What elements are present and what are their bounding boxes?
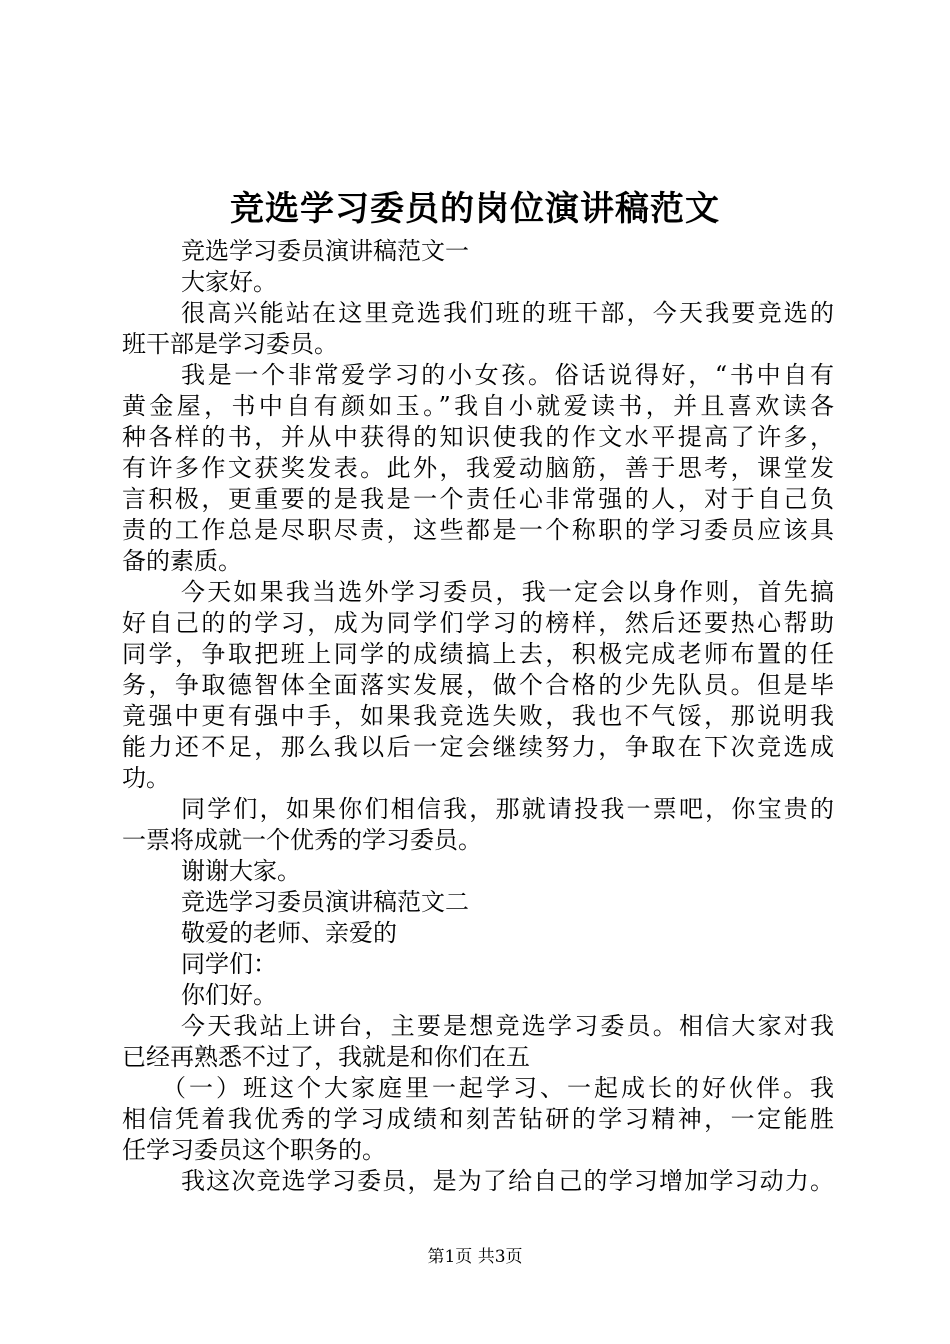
paragraph-line: 同学们：	[181, 950, 277, 978]
paragraph-line: （一）班这个大家庭里一起学习、一起成长的好伙伴。我	[162, 1074, 834, 1102]
document-body	[122, 236, 834, 1197]
paragraph-line: 有许多作文获奖发表。此外，我爱动脑筋，善于思考，课堂发	[122, 454, 834, 482]
paragraph-line: 同学，争取把班上同学的成绩搞上去，积极完成老师布置的任	[122, 640, 834, 668]
paragraph-line: 备的素质。	[122, 547, 242, 575]
paragraph-line: 同学们，如果你们相信我，那就请投我一票吧，你宝贵的	[181, 795, 834, 823]
paragraph-line: 黄金屋，书中自有颜如玉。”我自小就爱读书，并且喜欢读各	[122, 392, 834, 420]
paragraph-line: 敬爱的老师、亲爱的	[181, 919, 397, 947]
paragraph-line: 班干部是学习委员。	[122, 330, 338, 358]
page-number-footer: 第1页 共3页	[427, 1247, 523, 1267]
paragraph-line: 我这次竞选学习委员，是为了给自己的学习增加学习动力。	[181, 1167, 834, 1195]
paragraph-line: 已经再熟悉不过了，我就是和你们在五	[122, 1043, 530, 1071]
paragraph-line: 今天如果我当选外学习委员，我一定会以身作则，首先搞	[181, 578, 834, 606]
document-title: 竞选学习委员的岗位演讲稿范文	[230, 189, 720, 229]
paragraph-line: 谢谢大家。	[181, 857, 301, 885]
paragraph-line: 能力还不足，那么我以后一定会继续努力，争取在下次竞选成	[122, 733, 834, 761]
paragraph-line: 一票将成就一个优秀的学习委员。	[122, 826, 482, 854]
paragraph-line: 功。	[122, 764, 170, 792]
paragraph-line: 大家好。	[181, 268, 277, 296]
paragraph-line: 竟强中更有强中手，如果我竞选失败，我也不气馁，那说明我	[122, 702, 834, 730]
paragraph-line: 很高兴能站在这里竞选我们班的班干部，今天我要竞选的	[181, 299, 834, 327]
paragraph-line: 务，争取德智体全面落实发展，做个合格的少先队员。但是毕	[122, 671, 834, 699]
paragraph-line: 今天我站上讲台，主要是想竞选学习委员。相信大家对我	[181, 1012, 834, 1040]
paragraph-line: 好自己的的学习，成为同学们学习的榜样，然后还要热心帮助	[122, 609, 834, 637]
paragraph-line: 竞选学习委员演讲稿范文二	[181, 888, 469, 916]
paragraph-line: 种各样的书，并从中获得的知识使我的作文水平提高了许多，	[122, 423, 834, 451]
paragraph-line: 你们好。	[181, 981, 277, 1009]
paragraph-line: 责的工作总是尽职尽责，这些都是一个称职的学习委员应该具	[122, 516, 834, 544]
paragraph-line: 我是一个非常爱学习的小女孩。俗话说得好，“书中自有	[181, 361, 834, 389]
paragraph-line: 相信凭着我优秀的学习成绩和刻苦钻研的学习精神，一定能胜	[122, 1105, 834, 1133]
paragraph-line: 言积极，更重要的是我是一个责任心非常强的人，对于自己负	[122, 485, 834, 513]
paragraph-line: 竞选学习委员演讲稿范文一	[181, 237, 469, 265]
paragraph-line: 任学习委员这个职务的。	[122, 1136, 386, 1164]
